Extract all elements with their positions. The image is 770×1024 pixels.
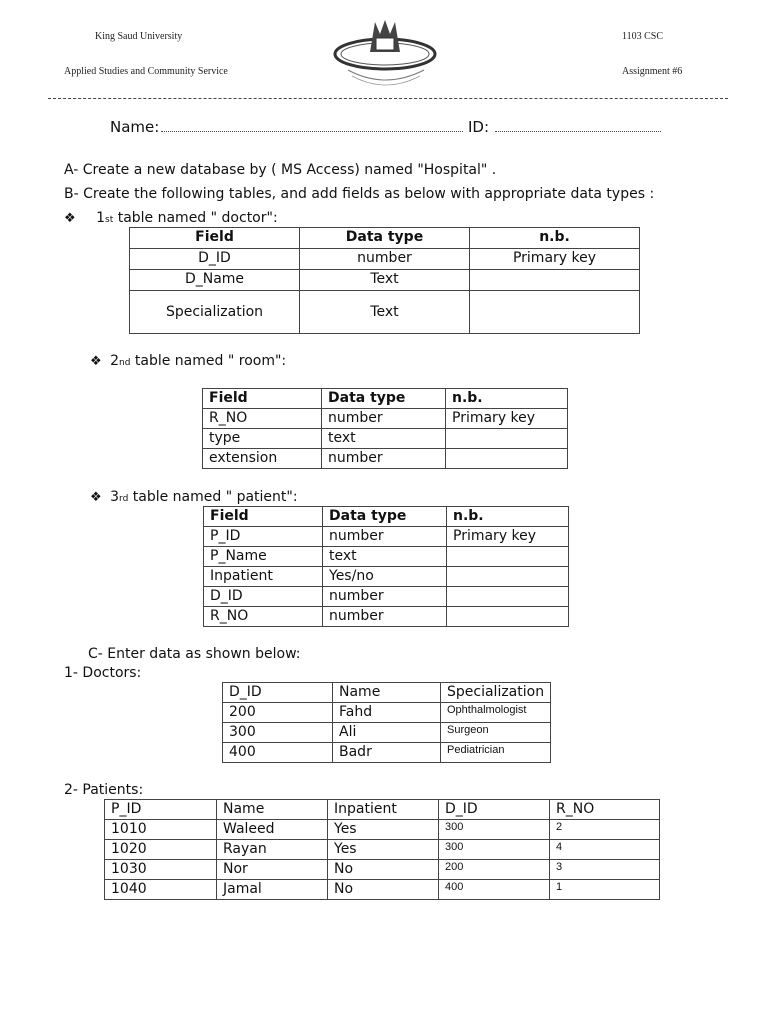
- table-cell: [470, 291, 640, 334]
- diamond-bullet-icon: ❖: [90, 490, 102, 505]
- header-cell: Name: [333, 683, 441, 703]
- id-label: ID:: [468, 118, 490, 136]
- table-cell: Rayan: [217, 840, 328, 860]
- table-header-row: [223, 683, 551, 703]
- table-cell: [470, 270, 640, 291]
- header-cell: P_ID: [105, 800, 217, 820]
- table-cell: 200: [439, 860, 550, 880]
- header-divider: [48, 98, 728, 99]
- table-cell: 300: [439, 840, 550, 860]
- table-cell: [446, 449, 568, 469]
- table-cell: number: [323, 607, 447, 627]
- table-cell: number: [300, 249, 470, 270]
- table-cell: Ophthalmologist: [441, 703, 551, 723]
- diamond-bullet-icon: ❖: [90, 354, 102, 369]
- assignment-number: Assignment #6: [622, 66, 683, 77]
- header-cell: Data type: [300, 228, 470, 249]
- doctors-data-table: [222, 682, 551, 763]
- course-code: 1103 CSC: [622, 31, 664, 42]
- table-cell: 1010: [105, 820, 217, 840]
- table-cell: 300: [223, 723, 333, 743]
- table-row: [105, 860, 660, 880]
- table-row: [223, 743, 551, 763]
- table-row: [203, 409, 568, 429]
- table-cell: P_Name: [204, 547, 323, 567]
- table-cell: Inpatient: [204, 567, 323, 587]
- header-cell: n.b.: [446, 389, 568, 409]
- table-cell: Yes/no: [323, 567, 447, 587]
- table-row: [130, 270, 640, 291]
- header-cell: Field: [130, 228, 300, 249]
- table-cell: R_NO: [204, 607, 323, 627]
- table-header-row: [203, 389, 568, 409]
- doctor-caption-text: table named " doctor":: [113, 210, 278, 226]
- table-row: [204, 527, 569, 547]
- university-seal-logo: [330, 14, 440, 96]
- doctor-structure-table: [129, 227, 640, 334]
- table-row: [203, 429, 568, 449]
- table-cell: Pediatrician: [441, 743, 551, 763]
- department-name: Applied Studies and Community Service: [64, 66, 228, 77]
- table-row: [204, 547, 569, 567]
- table-row: [130, 249, 640, 270]
- table-cell: Badr: [333, 743, 441, 763]
- table-header-row: [105, 800, 660, 820]
- table-cell: D_ID: [204, 587, 323, 607]
- table-cell: 1020: [105, 840, 217, 860]
- table-row: [105, 840, 660, 860]
- header-cell: D_ID: [223, 683, 333, 703]
- table-cell: 2: [550, 820, 660, 840]
- patient-ordinal-suffix: rd: [119, 494, 129, 504]
- table-cell: type: [203, 429, 322, 449]
- table-cell: 1040: [105, 880, 217, 900]
- table-cell: Text: [300, 270, 470, 291]
- table-cell: 3: [550, 860, 660, 880]
- header-cell: R_NO: [550, 800, 660, 820]
- table-cell: Waleed: [217, 820, 328, 840]
- header-cell: Name: [217, 800, 328, 820]
- diamond-bullet-icon: ❖: [64, 211, 76, 226]
- table-row: [130, 291, 640, 334]
- table-cell: [447, 547, 569, 567]
- table-row: [203, 449, 568, 469]
- table-header-row: [130, 228, 640, 249]
- table-cell: [447, 567, 569, 587]
- table-cell: number: [323, 527, 447, 547]
- table-cell: Text: [300, 291, 470, 334]
- header-cell: Inpatient: [328, 800, 439, 820]
- table-cell: No: [328, 880, 439, 900]
- instruction-a: A- Create a new database by ( MS Access) named "Hospital" .: [64, 162, 497, 178]
- table-cell: 300: [439, 820, 550, 840]
- patients-data-table: [104, 799, 660, 900]
- table-cell: text: [323, 547, 447, 567]
- room-ordinal-suffix: nd: [119, 358, 131, 368]
- table-row: [204, 587, 569, 607]
- table-cell: No: [328, 860, 439, 880]
- header-cell: Data type: [322, 389, 446, 409]
- doctors-data-label: 1- Doctors:: [64, 665, 142, 681]
- table-cell: 4: [550, 840, 660, 860]
- table-cell: extension: [203, 449, 322, 469]
- table-header-row: [204, 507, 569, 527]
- table-cell: P_ID: [204, 527, 323, 547]
- header-cell: Field: [204, 507, 323, 527]
- table-cell: text: [322, 429, 446, 449]
- table-cell: Primary key: [447, 527, 569, 547]
- table-row: [204, 567, 569, 587]
- doctor-ordinal-suffix: st: [105, 215, 114, 225]
- table-cell: R_NO: [203, 409, 322, 429]
- instruction-c: C- Enter data as shown below:: [88, 646, 301, 662]
- header-cell: Field: [203, 389, 322, 409]
- table-row: [223, 723, 551, 743]
- patient-structure-table: [203, 506, 569, 627]
- name-label: Name:: [110, 118, 160, 136]
- table-cell: Surgeon: [441, 723, 551, 743]
- table-cell: [447, 607, 569, 627]
- table-cell: Nor: [217, 860, 328, 880]
- table-cell: number: [323, 587, 447, 607]
- patient-ordinal: 3: [110, 489, 120, 505]
- doctor-ordinal: 1: [96, 210, 106, 226]
- table-cell: [447, 587, 569, 607]
- table-cell: D_ID: [130, 249, 300, 270]
- table-cell: [446, 429, 568, 449]
- patients-data-label: 2- Patients:: [64, 782, 144, 798]
- table-row: [105, 880, 660, 900]
- university-name: King Saud University: [95, 31, 183, 42]
- header-cell: D_ID: [439, 800, 550, 820]
- table-cell: number: [322, 409, 446, 429]
- table-cell: Fahd: [333, 703, 441, 723]
- patient-caption-text: table named " patient":: [128, 489, 298, 505]
- id-blank[interactable]: [495, 121, 661, 132]
- table-cell: Primary key: [470, 249, 640, 270]
- table-cell: number: [322, 449, 446, 469]
- table-cell: 1030: [105, 860, 217, 880]
- doctor-table-caption: [64, 210, 278, 226]
- table-cell: Primary key: [446, 409, 568, 429]
- room-ordinal: 2: [110, 353, 120, 369]
- table-cell: Ali: [333, 723, 441, 743]
- table-cell: Jamal: [217, 880, 328, 900]
- patient-table-caption: [90, 489, 298, 505]
- table-row: [204, 607, 569, 627]
- name-blank[interactable]: [161, 121, 463, 132]
- room-structure-table: [202, 388, 568, 469]
- table-cell: 400: [223, 743, 333, 763]
- instruction-b: B- Create the following tables, and add fields as below with appropriate data types :: [64, 186, 655, 202]
- header-cell: Specialization: [441, 683, 551, 703]
- header-cell: Data type: [323, 507, 447, 527]
- header-cell: n.b.: [470, 228, 640, 249]
- table-cell: 1: [550, 880, 660, 900]
- table-cell: Yes: [328, 840, 439, 860]
- table-row: [223, 703, 551, 723]
- table-cell: Yes: [328, 820, 439, 840]
- table-cell: 400: [439, 880, 550, 900]
- room-caption-text: table named " room":: [130, 353, 287, 369]
- room-table-caption: [90, 353, 286, 369]
- header-cell: n.b.: [447, 507, 569, 527]
- table-row: [105, 820, 660, 840]
- table-cell: Specialization: [130, 291, 300, 334]
- table-cell: D_Name: [130, 270, 300, 291]
- table-cell: 200: [223, 703, 333, 723]
